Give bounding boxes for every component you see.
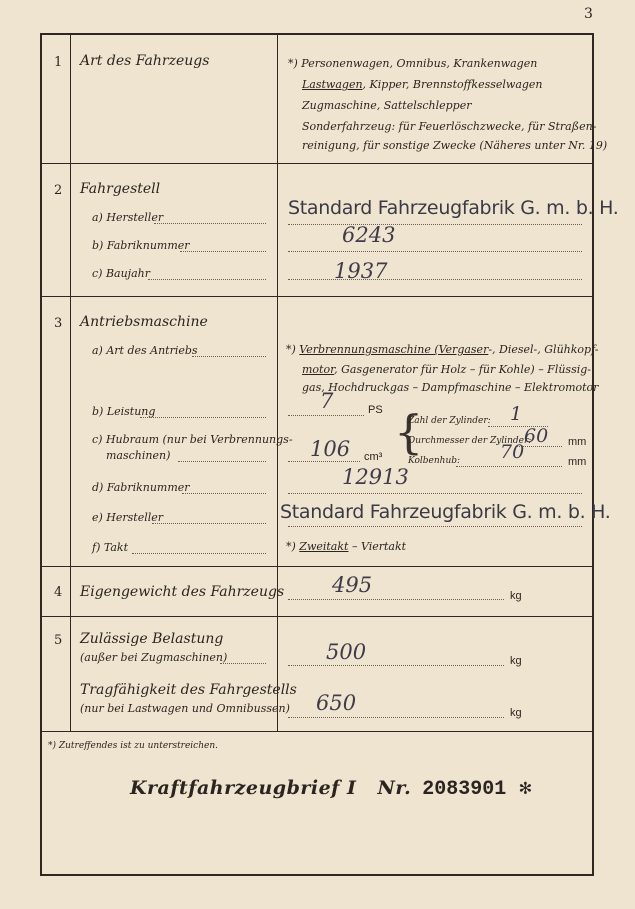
drive-type-line-3: gas, Hochdruckgas – Dampfmaschine – Elektromotor — [302, 381, 599, 394]
section-number: 3 — [54, 316, 63, 331]
permissible-load-sub: (außer bei Zugmaschinen) — [80, 651, 228, 664]
engine-manufacturer-stamp: Standard Fahrzeugfabrik G. m. b. H. — [280, 501, 611, 523]
title-text: Kraftfahrzeugbrief I — [130, 777, 357, 799]
number-column-divider — [70, 35, 71, 731]
stroke-cycle-value: *) Zweitakt – Viertakt — [286, 540, 407, 553]
permissible-load-unit: kg — [510, 655, 522, 667]
row-divider-5 — [42, 731, 592, 732]
power-label: b) Leistung — [92, 405, 156, 418]
section-label: Art des Fahrzeugs — [80, 53, 210, 69]
displacement-label-1: c) Hubraum (nur bei Verbrennungs- — [92, 433, 293, 446]
entry-line — [288, 599, 504, 600]
permissible-load-label: Zulässige Belastung — [80, 631, 224, 647]
page-number: 3 — [584, 6, 593, 22]
displacement-unit: cm³ — [364, 451, 383, 463]
entry-line — [456, 466, 562, 467]
stroke-cycle-selected: Zweitakt — [299, 540, 349, 553]
row-divider-2 — [42, 296, 592, 297]
section-number: 1 — [54, 55, 63, 70]
displacement-value: 106 — [310, 437, 351, 461]
permissible-load-value: 500 — [326, 640, 367, 664]
displacement-label-2: maschinen) — [106, 449, 171, 462]
vehicle-types-line-4: Sonderfahrzeug: für Feuerlöschzwecke, für Straßen- — [302, 120, 597, 133]
leader-dots — [178, 461, 266, 462]
entry-line — [288, 526, 582, 527]
chassis-number-value: 6243 — [342, 223, 396, 247]
leader-dots — [192, 356, 266, 357]
manufacturer-stamp: Standard Fahrzeugfabrik G. m. b. H. — [288, 197, 619, 219]
vehicle-types-line-1: *) Personenwagen, Omnibus, Krankenwagen — [288, 57, 538, 70]
bore-label: Durchmesser der Zylinder: — [408, 436, 532, 446]
row-divider-1 — [42, 163, 592, 164]
section-number: 5 — [54, 633, 63, 648]
vehicle-types-line-3: Zugmaschine, Sattelschlepper — [302, 99, 472, 112]
section-number: 2 — [54, 183, 63, 198]
drive-type-selected-2: motor — [302, 363, 335, 376]
drive-type-selected: Verbrennungsmaschine (Vergaser — [299, 343, 489, 356]
section-label: Fahrgestell — [80, 181, 161, 197]
entry-line — [288, 415, 364, 416]
entry-line — [288, 665, 504, 666]
entry-line — [288, 717, 504, 718]
leader-dots — [154, 223, 266, 224]
value-column-divider — [277, 35, 278, 731]
document-serial: 2083901 — [422, 778, 507, 801]
drive-type-line-1: *) Verbrennungsmaschine (Vergaser-, Diesel-, Glühkopf- — [286, 343, 599, 356]
cylinder-count-label: Zahl der Zylinder: — [408, 416, 491, 426]
chassis-capacity-sub: (nur bei Lastwagen und Omnibussen) — [80, 702, 290, 715]
footnote: *) Zutreffendes ist zu unterstreichen. — [48, 741, 219, 751]
chassis-capacity-unit: kg — [510, 707, 522, 719]
year-value: 1937 — [334, 259, 388, 283]
drive-type-line-2: motor, Gasgenerator für Holz – für Kohle) – Flüssig- — [302, 363, 591, 376]
chassis-capacity-label: Tragfähigkeit des Fahrgestells — [80, 682, 297, 698]
vehicle-types-line-2: Lastwagen, Kipper, Brennstoffkesselwagen — [302, 78, 543, 91]
stroke-label: Kolbenhub: — [408, 456, 461, 466]
drive-type-label: a) Art des Antriebs — [92, 344, 198, 357]
power-unit: PS — [368, 404, 383, 416]
row-divider-3 — [42, 566, 592, 567]
bore-unit: mm — [568, 436, 587, 448]
entry-line — [288, 279, 582, 280]
leader-dots — [152, 523, 266, 524]
engine-serial-value: 12913 — [342, 465, 409, 489]
number-label: Nr. — [377, 777, 412, 799]
engine-serial-label: d) Fabriknummer — [92, 481, 190, 494]
document-frame — [40, 33, 619, 876]
entry-line — [288, 493, 582, 494]
curb-weight-unit: kg — [510, 590, 522, 602]
cylinder-count-value: 1 — [510, 403, 523, 425]
year-label: c) Baujahr — [92, 267, 150, 280]
stroke-unit: mm — [568, 456, 587, 468]
vehicle-types-line-5: reinigung, für sonstige Zwecke (Näheres unter Nr. 19) — [302, 139, 608, 152]
entry-line — [288, 251, 582, 252]
stroke-cycle-label: f) Takt — [92, 541, 128, 554]
row-divider-4 — [42, 616, 592, 617]
section-label: Eigengewicht des Fahrzeugs — [80, 584, 285, 600]
section-label: Antriebsmaschine — [80, 314, 208, 330]
bore-value: 60 — [524, 425, 549, 447]
curb-weight-value: 495 — [332, 573, 373, 597]
star-icon: ✻ — [519, 778, 532, 801]
serial-label: b) Fabriknummer — [92, 239, 190, 252]
chassis-capacity-value: 650 — [316, 691, 357, 715]
leader-dots — [180, 251, 266, 252]
section-number: 4 — [54, 585, 63, 600]
document-title — [130, 775, 531, 801]
entry-line — [288, 224, 582, 225]
manufacturer-label: a) Hersteller — [92, 211, 164, 224]
leader-dots — [182, 493, 266, 494]
entry-line — [288, 461, 360, 462]
engine-manufacturer-label: e) Hersteller — [92, 511, 164, 524]
leader-dots — [148, 279, 266, 280]
cylinder-brace: { — [394, 405, 424, 459]
power-value: 7 — [320, 389, 334, 413]
leader-dots — [220, 663, 266, 664]
leader-dots — [132, 553, 266, 554]
vehicle-type-selected: Lastwagen — [302, 78, 363, 91]
leader-dots — [140, 417, 266, 418]
stroke-value: 70 — [500, 441, 525, 463]
